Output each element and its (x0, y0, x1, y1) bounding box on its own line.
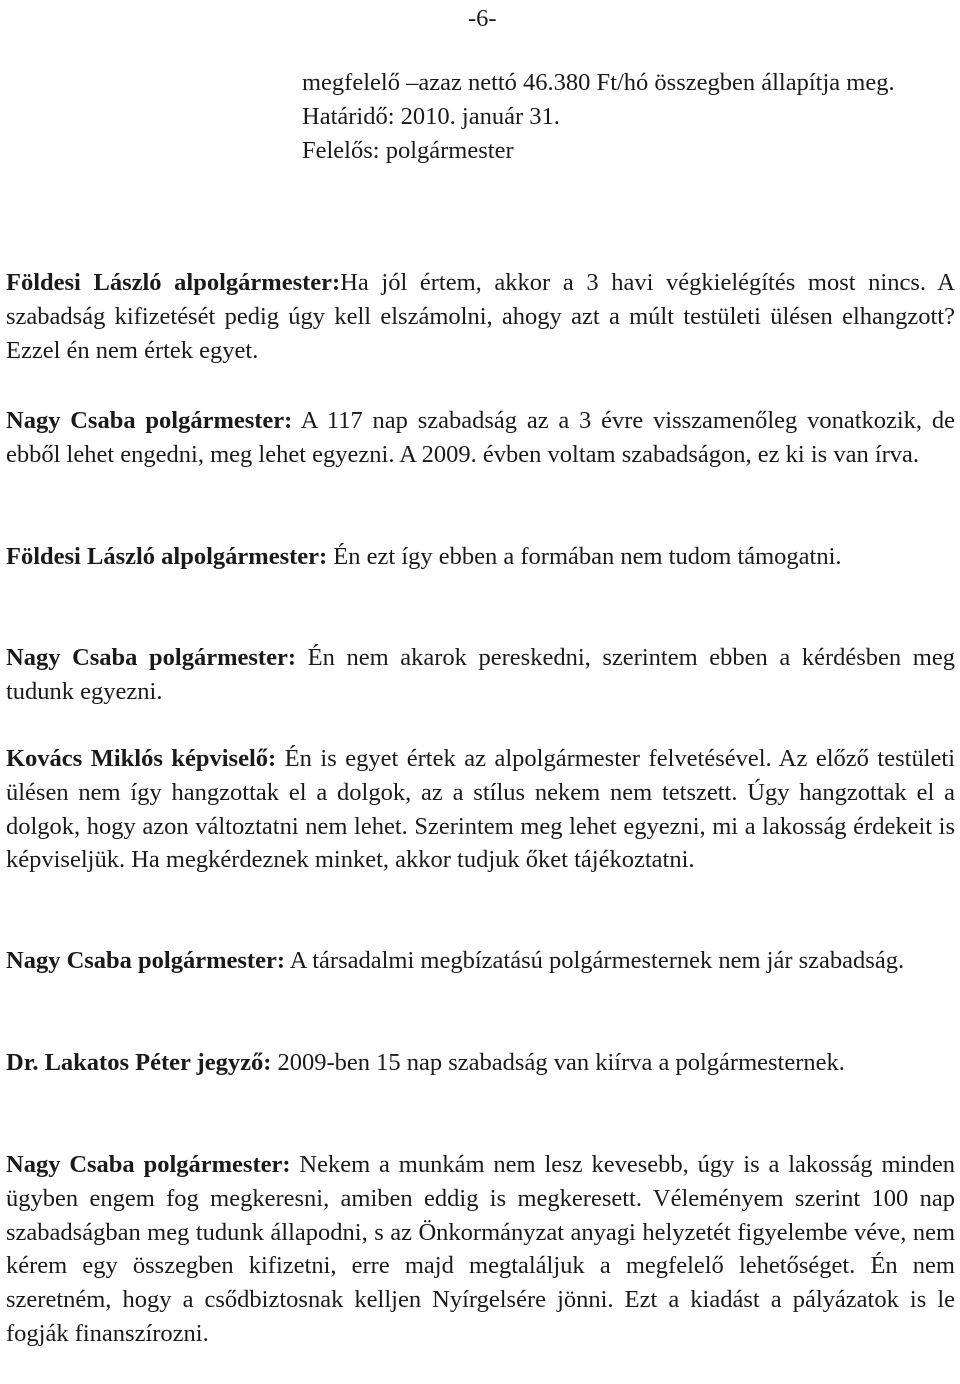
deadline-line: Határidő: 2010. január 31. (302, 102, 560, 130)
speaker-name: Dr. Lakatos Péter jegyző: (6, 1049, 272, 1076)
speech-paragraph (6, 742, 955, 877)
speaker-name: Nagy Csaba polgármester: (6, 407, 293, 434)
speech-text: 2009-ben 15 nap szabadság van kiírva a polgármesternek. (271, 1049, 845, 1076)
page-number: -6- (468, 5, 497, 32)
speech-text: A 117 nap szabadság az a 3 évre visszamenőleg vonatkozik, de ebből lehet engedni, meg lehet egyezni. A 2009. évben voltam szabadságon, ez ki is van írva. (6, 407, 955, 468)
responsible-line: Felelős: polgármester (302, 136, 514, 164)
speech-paragraph (6, 1148, 955, 1351)
speech-paragraph (6, 944, 955, 978)
speaker-name: Kovács Miklós képviselő: (6, 745, 277, 772)
speech-text: Én is egyet értek az alpolgármester felvetésével. Az előző testületi ülésen nem így hangzottak el a dolgok, az a stílus nekem nem tetszett. Úgy hangzottak el a dolgok, hogy azon változtatni nem lehet. Szerintem meg lehet egyezni, mi a lakosság érdekeit is képviseljük. Ha megkérdeznek minket, akkor tudjuk őket tájékoztatni. (6, 745, 955, 874)
resolution-excerpt (302, 66, 960, 167)
speech-paragraph (6, 404, 955, 472)
speech-paragraph (6, 641, 955, 709)
speaker-name: Földesi László alpolgármester: (6, 543, 328, 570)
resolution-text: megfelelő –azaz nettó 46.380 Ft/hó összegben állapítja meg. (302, 69, 895, 96)
speaker-name: Nagy Csaba polgármester: (6, 1151, 291, 1178)
speaker-name: Földesi László alpolgármester: (6, 269, 341, 296)
speech-paragraph (6, 540, 955, 574)
speech-text: Nekem a munkám nem lesz kevesebb, úgy is a lakosság minden ügyben engem fog megkeresni, amiben eddig is megkeresett. Véleményem szerint 100 nap szabadságban meg tudunk állapodni, s az Önkormányzat anyagi helyzetét figyelembe véve, nem kérem egy összegben kifizetni, erre majd megtaláljuk a megfelelő lehetőséget. Én nem szeretném, hogy a csődbiztosnak kelljen Nyírgelsére jönni. Ezt a kiadást a pályázatok is le fogják finanszírozni. (6, 1151, 955, 1347)
speaker-name: Nagy Csaba polgármester: (6, 947, 285, 974)
speech-paragraph (6, 1046, 955, 1080)
speech-text: Ha jól értem, akkor a 3 havi végkielégítés most nincs. A szabadság kifizetését pedig úgy kell elszámolni, ahogy azt a múlt testületi ülésen elhangzott? Ezzel én nem értek egyet. (6, 269, 955, 364)
speech-text: Én ezt így ebben a formában nem tudom támogatni. (327, 543, 842, 570)
speech-paragraph (6, 266, 955, 367)
speech-text: Én nem akarok pereskedni, szerintem ebben a kérdésben meg tudunk egyezni. (6, 644, 955, 705)
speech-text: A társadalmi megbízatású polgármesternek nem jár szabadság. (285, 947, 905, 974)
speaker-name: Nagy Csaba polgármester: (6, 644, 296, 671)
